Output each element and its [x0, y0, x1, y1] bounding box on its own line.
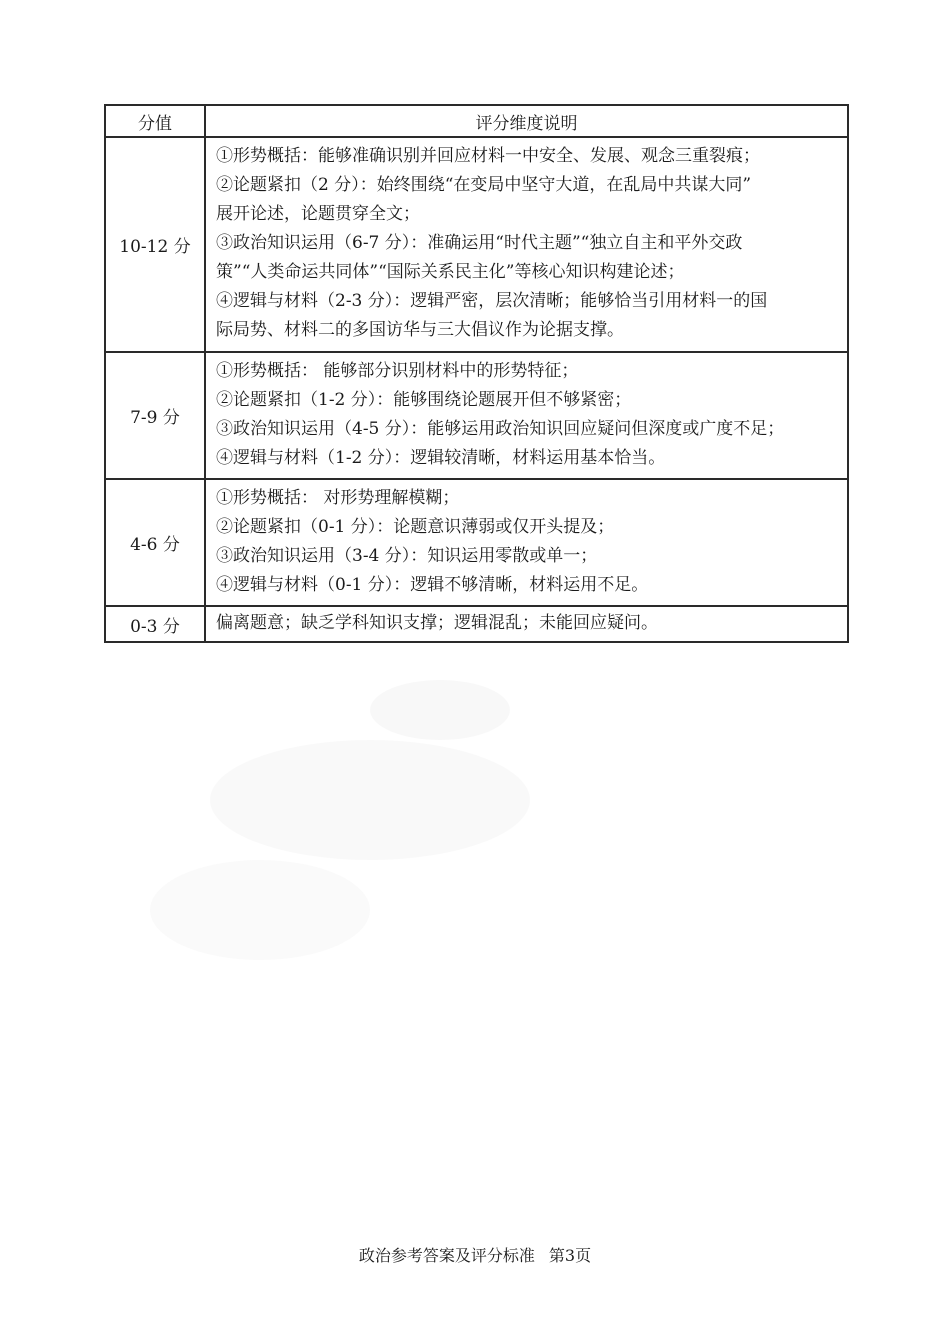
footer-title: 政治参考答案及评分标准	[358, 1246, 535, 1265]
criterion-line: ④逻辑与材料（0-1 分）：逻辑不够清晰，材料运用不足。	[216, 575, 649, 595]
score-cell: 10-12 分	[105, 137, 205, 352]
criterion-line: 际局势、材料二的多国访华与三大倡议作为论据支撑。	[216, 320, 624, 340]
criterion-line: 展开论述，论题贯穿全文；	[216, 204, 420, 224]
scoring-rubric-table	[104, 104, 849, 643]
criterion-line: ①形势概括： 能够部分识别材料中的形势特征；	[216, 361, 579, 381]
description-cell	[205, 479, 848, 606]
criterion-line: ②论题紧扣（1-2 分）：能够围绕论题展开但不够紧密；	[216, 390, 632, 410]
criterion-line: ③政治知识运用（3-4 分）：知识运用零散或单一；	[216, 546, 598, 566]
description-cell	[205, 352, 848, 479]
score-cell: 0-3 分	[105, 606, 205, 642]
table-header-row	[105, 105, 848, 137]
criterion-line: ①形势概括： 对形势理解模糊；	[216, 488, 460, 508]
page-number: 第3页	[548, 1246, 592, 1265]
score-cell: 4-6 分	[105, 479, 205, 606]
score-cell: 7-9 分	[105, 352, 205, 479]
table-row	[105, 606, 848, 642]
header-description: 评分维度说明	[205, 105, 848, 137]
table-row	[105, 137, 848, 352]
criterion-line: ②论题紧扣（2 分）：始终围绕“在变局中坚守大道，在乱局中共谋大同”	[216, 175, 752, 195]
description-cell	[205, 606, 848, 642]
criterion-line: ③政治知识运用（6-7 分）：准确运用“时代主题”“独立自主和平外交政	[216, 233, 743, 253]
criterion-line: ①形势概括：能够准确识别并回应材料一中安全、发展、观念三重裂痕；	[216, 146, 760, 166]
table-row	[105, 479, 848, 606]
table-row	[105, 352, 848, 479]
header-score: 分值	[105, 105, 205, 137]
description-cell	[205, 137, 848, 352]
faint-watermark-graphic	[140, 650, 660, 980]
criterion-line: ④逻辑与材料（2-3 分）：逻辑严密，层次清晰；能够恰当引用材料一的国	[216, 291, 768, 311]
criterion-line: ④逻辑与材料（1-2 分）：逻辑较清晰，材料运用基本恰当。	[216, 448, 666, 468]
criterion-line: ③政治知识运用（4-5 分）：能够运用政治知识回应疑问但深度或广度不足；	[216, 419, 785, 439]
page-footer	[0, 1243, 950, 1266]
criterion-line: 策”“人类命运共同体”“国际关系民主化”等核心知识构建论述；	[216, 262, 685, 282]
criterion-line: ②论题紧扣（0-1 分）：论题意识薄弱或仅开头提及；	[216, 517, 615, 537]
criterion-line: 偏离题意；缺乏学科知识支撑；逻辑混乱；未能回应疑问。	[216, 613, 658, 633]
